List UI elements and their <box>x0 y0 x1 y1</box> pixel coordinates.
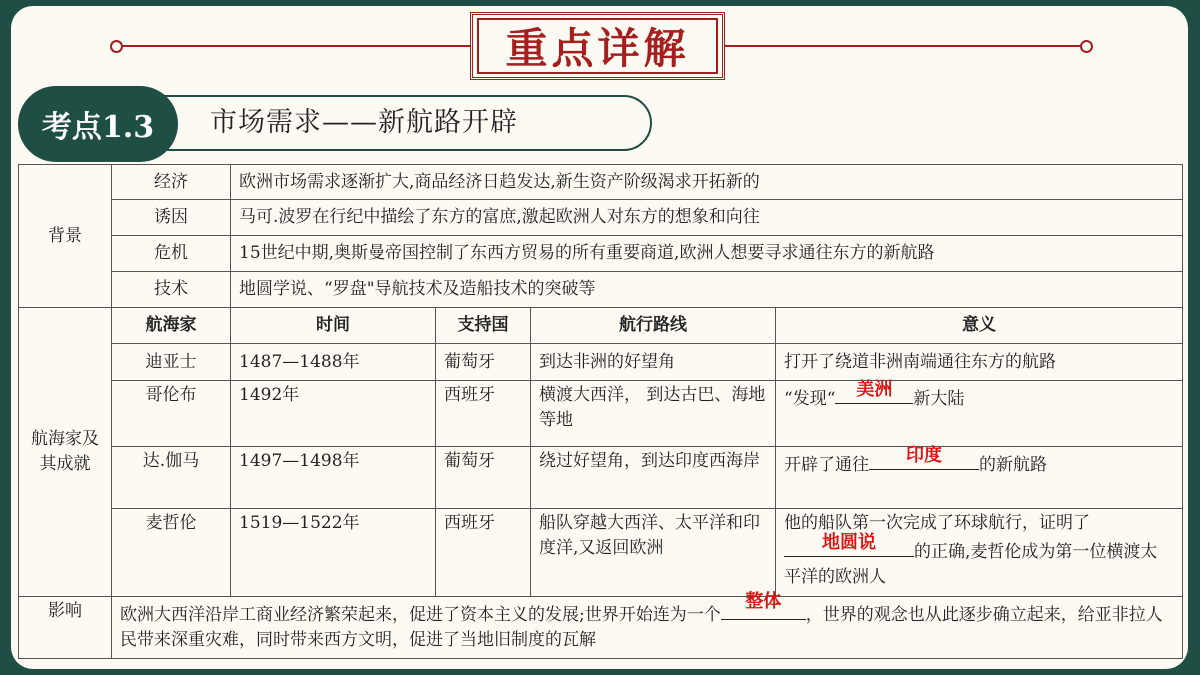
table-row <box>19 509 1183 597</box>
background-key: 技术 <box>112 272 231 308</box>
fill-blank <box>869 445 979 470</box>
meaning-text: “发现“ <box>784 389 836 409</box>
section-label-navigators: 航海家及其成就 <box>19 308 112 597</box>
navigator-meaning <box>776 509 1183 597</box>
background-key: 诱因 <box>112 200 231 236</box>
column-header: 航海家 <box>112 308 231 344</box>
navigator-time: 1492年 <box>231 381 436 447</box>
navigator-name: 麦哲伦 <box>112 509 231 597</box>
summary-table <box>18 164 1183 659</box>
table-row <box>19 165 1183 200</box>
navigator-country: 西班牙 <box>436 381 531 447</box>
fill-blank <box>835 379 913 404</box>
impact-text <box>112 591 1183 659</box>
background-value: 马可.波罗在行纪中描绘了东方的富庶,激起欧洲人对东方的想象和向往 <box>231 200 1183 236</box>
header-ring-left <box>110 40 123 53</box>
page-title: 重点详解 <box>505 24 690 73</box>
table-row <box>19 200 1183 236</box>
topic-badge: 考点1.3 <box>18 86 178 162</box>
navigator-meaning <box>776 381 1183 447</box>
background-value: 欧洲市场需求逐渐扩大,商品经济日趋发达,新生资产阶级渴求开拓新的 <box>231 165 1183 200</box>
column-header: 意义 <box>776 308 1183 344</box>
meaning-text: 新大陆 <box>913 389 965 409</box>
table-row <box>19 381 1183 447</box>
impact-text-post: ，世界的观念也从此逐步确立起来，给亚非拉人民带来深重灾难，同时带来西方文明，促进了当地旧制度的瓦解 <box>120 605 1163 650</box>
header-rule-left <box>112 45 478 47</box>
table-row <box>19 272 1183 308</box>
background-value: 15世纪中期,奥斯曼帝国控制了东西方贸易的所有重要商道,欧洲人想要寻求通往东方的新航路 <box>231 236 1183 272</box>
table-row <box>19 447 1183 509</box>
navigator-meaning: 打开了绕道非洲南端通往东方的航路 <box>776 344 1183 381</box>
column-header: 时间 <box>231 308 436 344</box>
table-row <box>19 597 1183 659</box>
navigator-meaning <box>776 447 1183 509</box>
navigator-route: 横渡大西洋， 到达古巴、海地等地 <box>531 381 776 447</box>
navigator-time: 1519—1522年 <box>231 509 436 597</box>
section-label-impact: 影响 <box>19 597 112 659</box>
navigator-country: 葡萄牙 <box>436 344 531 381</box>
fill-answer: 整体 <box>745 591 782 612</box>
table-row <box>19 236 1183 272</box>
fill-answer: 印度 <box>906 445 942 466</box>
background-key: 危机 <box>112 236 231 272</box>
header-rule-right <box>718 45 1088 47</box>
impact-text-pre: 欧洲大西洋沿岸工商业经济繁荣起来，促进了资本主义的发展;世界开始连为一个 <box>120 605 721 625</box>
navigator-route: 绕过好望角，到达印度西海岸 <box>531 447 776 509</box>
meaning-text: 他的船队第一次完成了环球航行，证明了 <box>784 513 1090 533</box>
meaning-text: 的新航路 <box>979 455 1047 475</box>
navigator-name: 达.伽马 <box>112 447 231 509</box>
navigator-country: 西班牙 <box>436 509 531 597</box>
navigator-name: 迪亚士 <box>112 344 231 381</box>
navigator-route: 船队穿越大西洋、太平洋和印度洋,又返回欧洲 <box>531 509 776 597</box>
fill-answer: 地圆说 <box>822 532 876 553</box>
meaning-text: 的正确,麦哲伦成为第一位横渡太平洋的欧洲人 <box>784 542 1158 587</box>
fill-answer: 美洲 <box>856 379 893 400</box>
background-value: 地圆学说、“罗盘"导航技术及造船技术的突破等 <box>231 272 1183 308</box>
table-header-row <box>19 308 1183 344</box>
table-row <box>19 344 1183 381</box>
topic-title: 市场需求——新航路开辟 <box>210 107 518 138</box>
navigator-time: 1497—1498年 <box>231 447 436 509</box>
navigator-name: 哥伦布 <box>112 381 231 447</box>
section-label-background: 背景 <box>19 165 112 308</box>
fill-blank <box>721 591 806 620</box>
background-key: 经济 <box>112 165 231 200</box>
column-header: 航行路线 <box>531 308 776 344</box>
navigator-time: 1487—1488年 <box>231 344 436 381</box>
column-header: 支持国 <box>436 308 531 344</box>
meaning-text: 开辟了通往 <box>784 455 869 475</box>
navigator-country: 葡萄牙 <box>436 447 531 509</box>
header-ring-right <box>1080 40 1093 53</box>
fill-blank <box>784 532 914 557</box>
navigator-route: 到达非洲的好望角 <box>531 344 776 381</box>
